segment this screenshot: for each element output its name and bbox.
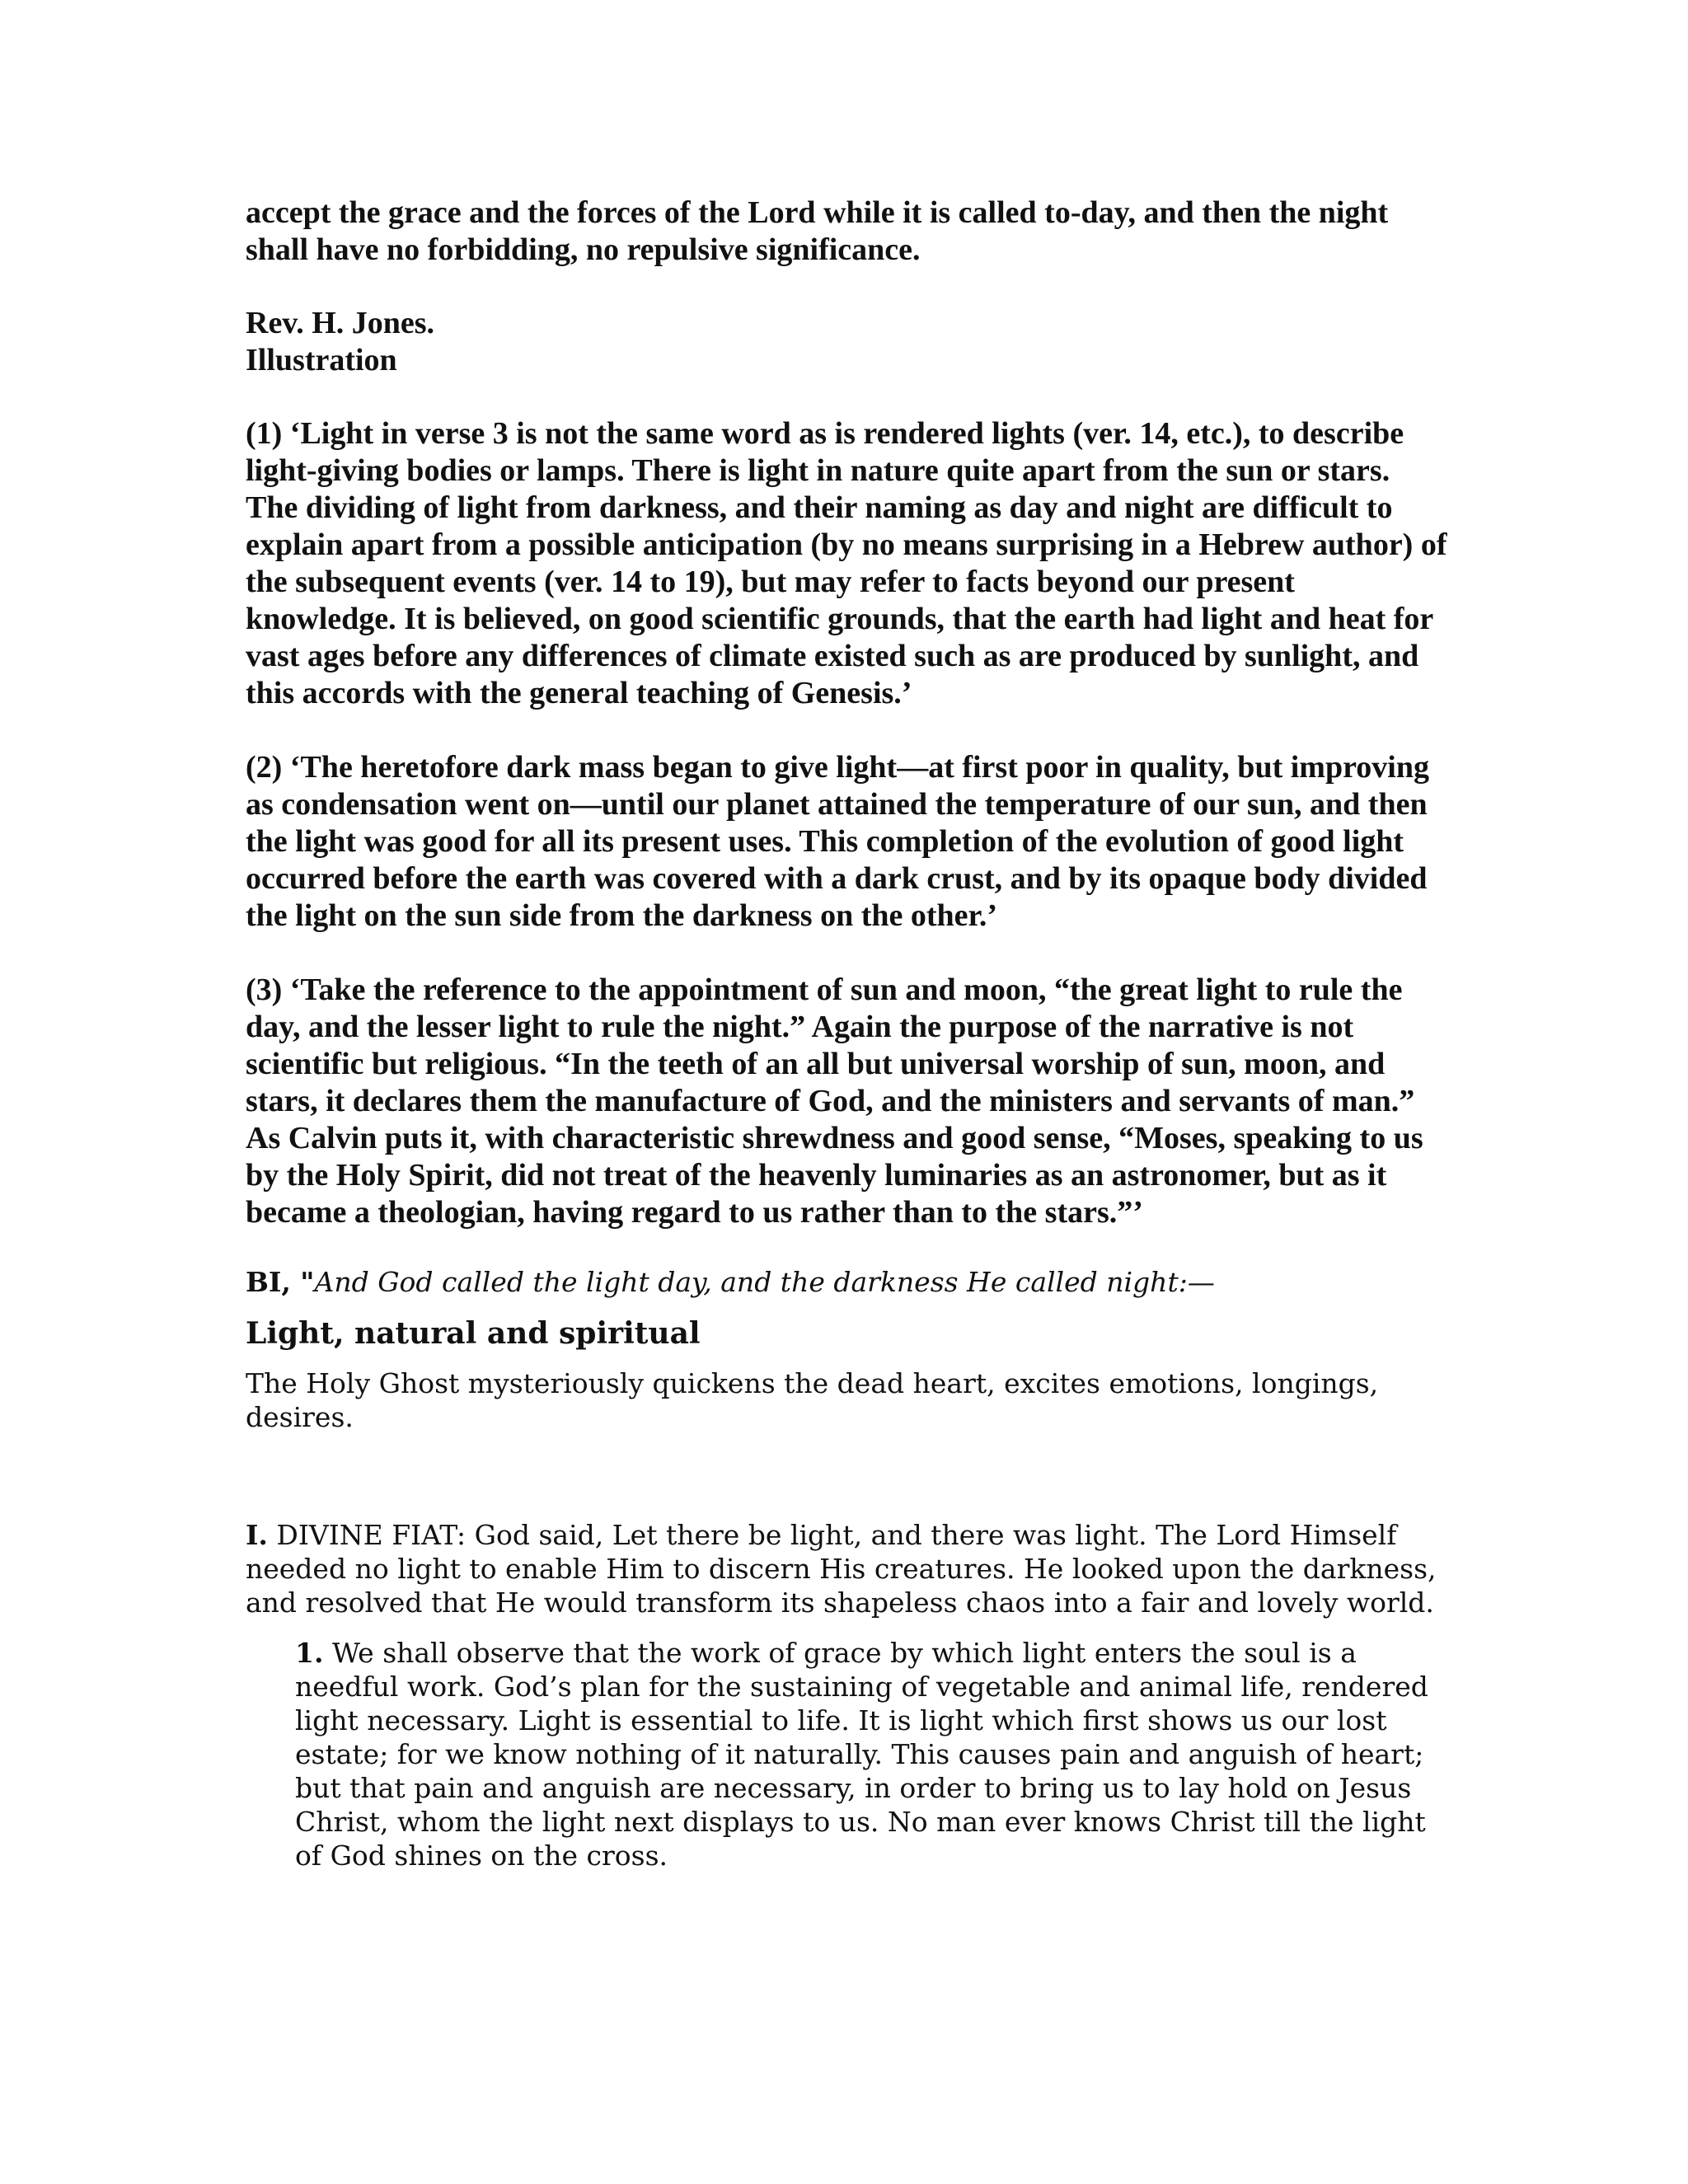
byline bbox=[246, 305, 1449, 379]
divine-fiat-paragraph bbox=[246, 1518, 1449, 1619]
divine-fiat-text: DIVINE FIAT: God said, Let there be light, and there was light. The Lord Himself needed no light to enable Him to discern His creatures. He looked upon the darkness, and resolved that He would transform its shapeless chaos into a fair and lovely world. bbox=[246, 1519, 1437, 1619]
illustration-paragraph-3: (3) ‘Take the reference to the appointment of sun and moon, “the great light to rule the day, and the lesser light to rule the night.” Again the purpose of the narrative is not scientific but religious. “In the teeth of an all but universal worship of sun, moon, and stars, it declares them the manufacture of God, and the ministers and servants of man.” As Calvin puts it, with characteristic shrewdness and good sense, “Moses, speaking to us by the Holy Spirit, did not treat of the heavenly luminaries as an astronomer, but as it became a theologian, having regard to us rather than to the stars.”’ bbox=[246, 972, 1423, 1230]
bi-label: BI, " bbox=[246, 1266, 315, 1298]
bible-verse-line bbox=[246, 1264, 1449, 1301]
paragraph-closing: accept the grace and the forces of the Lord while it is called to-day, and then the night shall have no forbidding, no repulsive significance. bbox=[246, 195, 1389, 267]
illustration-paragraph-2: (2) ‘The heretofore dark mass began to give light—at first poor in quality, but improving as condensation went on—until our planet attained the temperature of our sun, and then the light was good for all its present uses. This completion of the evolution of good light occurred before the earth was covered with a dark crust, and by its opaque body divided the light on the sun side from the darkness on the other.’ bbox=[246, 750, 1429, 933]
point-1-text: We shall observe that the work of grace by which light enters the soul is a needful work. God’s plan for the sustaining of vegetable and animal life, rendered light necessary. Light is essential to life. It is light which first shows us our lost estate; for we know nothing of it naturally. This causes pain and anguish of heart; but that pain and anguish are necessary, in order to bring us to lay hold on Jesus Christ, whom the light next displays to us. No man ever knows Christ till the light of God shines on the cross. bbox=[295, 1637, 1428, 1872]
roman-numeral-marker: I. bbox=[246, 1519, 268, 1551]
illustration-label: Illustration bbox=[246, 343, 397, 377]
section-heading: Light, natural and spiritual bbox=[246, 1316, 701, 1351]
point-1-paragraph bbox=[295, 1636, 1449, 1872]
illustration-paragraph-1: (1) ‘Light in verse 3 is not the same word as is rendered lights (ver. 14, etc.), to describe light-giving bodies or lamps. There is light in nature quite apart from the sun or stars. The dividing of light from darkness, and their naming as day and night are difficult to explain apart from a possible anticipation (by no means surprising in a Hebrew author) of the subsequent events (ver. 14 to 19), but may refer to facts beyond our present knowledge. It is believed, on good scientific grounds, that the earth had light and heat for vast ages before any differences of climate existed such as are produced by sunlight, and this accords with the general teaching of Genesis.’ bbox=[246, 416, 1447, 710]
verse-quote: And God called the light day, and the darkness He called night:— bbox=[314, 1266, 1215, 1298]
author-name: Rev. H. Jones. bbox=[246, 306, 435, 340]
intro-paragraph: The Holy Ghost mysteriously quickens the dead heart, excites emotions, longings, desires. bbox=[246, 1367, 1379, 1433]
document-page bbox=[246, 194, 1449, 1872]
point-number-marker: 1. bbox=[295, 1637, 324, 1669]
